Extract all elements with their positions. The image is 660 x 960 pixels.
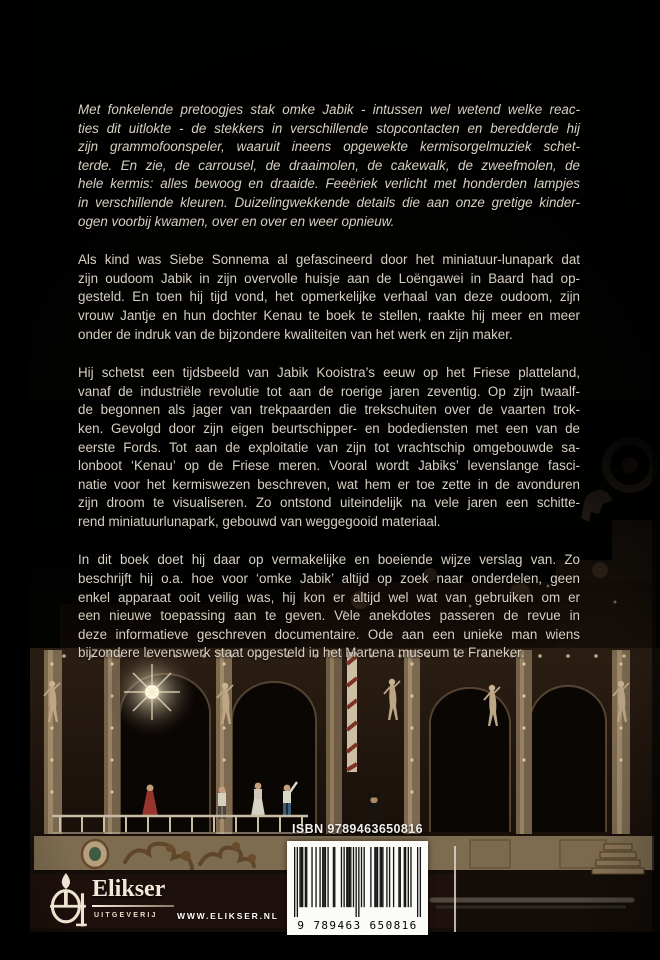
isbn-label: ISBN 9789463650816 — [292, 822, 423, 836]
blurb-line: onder de indruk van de bijzondere kwaliteiten van het werk en zijn maker. — [78, 326, 513, 342]
elikser-logo-icon — [50, 872, 88, 928]
publisher-block — [50, 868, 300, 934]
blurb-line: zijn oudoom Jabik in zijn overvolle huisje aan de Loëngawei in Baard had op- — [78, 270, 580, 286]
blurb-line: in verschillende kleuren. Duizelingwekkende details die aan onze gretige kinder- — [78, 194, 580, 210]
blurb-line: natie voor het kermiswezen beschreven, wat hem er toe zette in de avonduren — [78, 476, 580, 492]
blurb-line: Hij schetst een tijdsbeeld van Jabik Kooistra’s eeuw op het Friese platteland, — [78, 365, 580, 381]
blurb-line: ogen voorbij kwamen, over en over en weer opnieuw. — [78, 213, 395, 229]
blurb-line: deze informatieve geschreven documentaire. Ode aan een unieke man wiens — [78, 626, 580, 642]
blurb-line: beschrijft hij o.a. hoe voor ‘omke Jabik’ altijd op zoek naar onderdelen, geen — [78, 571, 580, 587]
blurb-line: terde. En zie, de carrousel, de draaimolen, de cakewalk, de zweefmolen, de — [78, 157, 580, 173]
blurb-line: zijn grammofoonspeler, waaruit ineens opgewekte kermisorgelmuziek schet- — [78, 139, 580, 155]
publisher-website: WWW.ELIKSER.NL — [177, 911, 279, 921]
blurb-line: Als kind was Siebe Sonnema al gefascineerd door het miniatuur-lunapark dat — [78, 252, 580, 268]
candle-flame-icon — [62, 873, 70, 889]
blurb-paragraph — [78, 101, 580, 231]
blurb-paragraph — [78, 251, 580, 344]
blurb — [78, 101, 580, 683]
blurb-line: een nieuwe toepassing aan te geven. Vele anekdotes passeren de revue in — [78, 608, 580, 624]
blurb-line: hele kermis: alles bewoog en draaide. Feeëriek verlicht met honderden lampjes — [78, 176, 580, 192]
publisher-name: Elikser — [92, 876, 166, 902]
publisher-subtitle: UITGEVERIJ — [94, 912, 158, 919]
blurb-line: bijzondere levenswerk staat opgesteld in het Martena museum te Franeker. — [78, 645, 525, 661]
barcode-bars — [294, 847, 421, 917]
blurb-line: vrouw Jantje en hun dochter Kenau te boek te stellen, raakte hij meer en meer — [78, 307, 580, 323]
blurb-line: zijn droom te visualiseren. Zo ontstond uiteindelijk na vele jaren een schitte- — [78, 495, 580, 511]
blurb-line: gesteld. En toen hij tijd vond, het opmerkelijke verhaal van deze oudoom, zijn — [78, 289, 580, 305]
blurb-line: vanaf de industriële revolutie tot aan de roerige jaren zeventig. Op zijn twaalf- — [78, 383, 580, 399]
blurb-paragraph — [78, 364, 580, 531]
blurb-line: In dit boek doet hij daar op vermakelijke en boeiende wijze verslag van. Zo — [78, 552, 580, 568]
barcode-digits: 9 789463 650816 — [297, 919, 418, 932]
isbn-barcode — [287, 841, 428, 935]
blurb-line: lonboot ‘Kenau’ op de Friese meren. Vooral wordt Jabiks’ levenslange fasci- — [78, 458, 580, 474]
blurb-line: enkel apparaat ooit veilig was, hij kon er altijd wel wat van gebruiken om er — [78, 589, 580, 605]
blurb-line: rend miniatuurlunapark, gebouwd van weggegooid materiaal. — [78, 513, 441, 529]
blurb-line: Met fonkelende pretoogjes stak omke Jabik - intussen wel wetend welke reac- — [78, 102, 580, 117]
blurb-line: ties dit uitlokte - de stekkers in verschillende stopcontacten en beredderde hij — [78, 120, 580, 136]
blurb-line: eerste Fords. Tot aan de exploitatie van zijn tot vrachtschip omgebouwde sa- — [78, 439, 580, 455]
blurb-paragraph — [78, 551, 580, 663]
blurb-line: ken. Gevolgd door zijn eigen beurtschipper- en bodediensten met een van de — [78, 420, 580, 436]
blurb-line: de begonnen als jager van trekpaarden die trekschuiten over de vaarten trok- — [78, 402, 580, 418]
publisher-name-underline — [92, 905, 174, 907]
